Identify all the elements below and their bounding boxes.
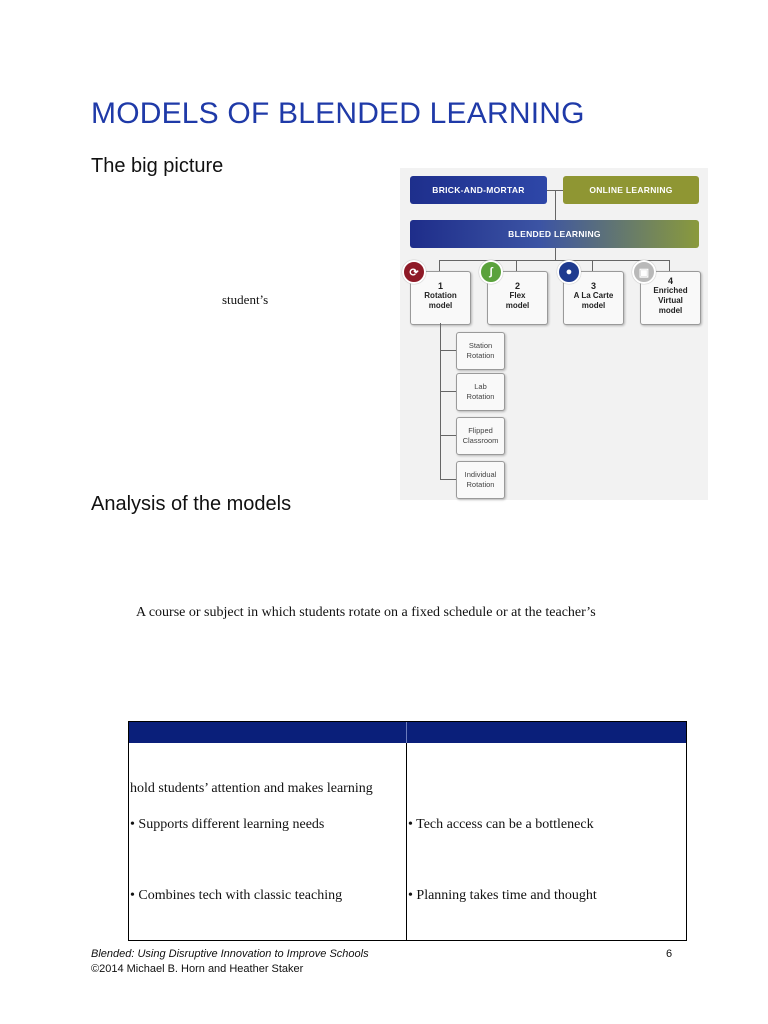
model-name: Rotation [424,291,457,300]
model-name: Enriched [653,286,688,295]
text-fragment: student’s [222,292,269,307]
model-number: 3 [590,281,596,291]
station-rotation-box [456,332,505,370]
column-divider [406,722,407,940]
cons-cell: • Tech access can be a bottleneck [408,817,594,832]
model-name: model [581,301,606,310]
model-number: 4 [667,276,673,286]
model-name: Flex [509,291,526,300]
individual-rotation-box [456,461,505,499]
connector-line [516,260,517,271]
footer-copyright: ©2014 Michael B. Horn and Heather Staker [91,963,304,975]
section-heading-big-picture: The big picture [91,155,224,177]
page-title: MODELS OF BLENDED LEARNING [91,97,585,130]
blended-learning-bar: BLENDED LEARNING [410,220,699,248]
person-icon: ● [557,260,581,284]
rotation-definition-text: A course or subject in which students rotate on a fixed schedule or at the teacher’s [136,605,596,620]
sub-label: Classroom [462,436,499,445]
connector-line [440,391,456,392]
layers-icon: ▣ [632,260,656,284]
pros-cons-table [128,721,687,941]
pros-cell: • Supports different learning needs [130,817,325,832]
model-number: 1 [437,281,443,291]
footer-book-title: Blended: Using Disruptive Innovation to Improve Schools [91,948,369,960]
connector-line [555,190,556,220]
header-divider [406,722,407,743]
brick-and-mortar-bar: BRICK-AND-MORTAR [410,176,547,204]
connector-line [440,435,456,436]
sub-label: Rotation [466,351,495,360]
rotation-arrows-icon: ⟳ [402,260,426,284]
sub-label: Lab [474,382,487,391]
connector-line [592,260,593,271]
sub-label: Individual [464,470,497,479]
table-header-row [129,722,686,743]
online-learning-bar: ONLINE LEARNING [563,176,699,204]
model-name: model [505,301,530,310]
model-number: 2 [514,281,520,291]
blended-learning-diagram [400,168,708,500]
cons-cell: • Planning takes time and thought [408,888,597,903]
section-heading-analysis: Analysis of the models [91,493,292,515]
model-name: model [658,306,683,315]
sub-label: Rotation [466,480,495,489]
flex-curve-icon: ∫ [479,260,503,284]
sub-label: Station [468,341,493,350]
page-number: 6 [666,948,673,960]
connector-line [439,260,440,271]
connector-line [439,260,670,261]
connector-line [555,248,556,260]
connector-line [440,479,456,480]
model-name: model [428,301,453,310]
connector-line [669,260,670,271]
connector-line [440,323,441,479]
connector-line [440,350,456,351]
sub-label: Flipped [468,426,493,435]
sub-label: Rotation [466,392,495,401]
pros-cell: • Combines tech with classic teaching [130,888,343,903]
lab-rotation-box [456,373,505,411]
model-name: Virtual [658,296,683,305]
flipped-classroom-box [456,417,505,455]
pros-cell: hold students’ attention and makes learning [130,781,373,796]
model-name: A La Carte [573,291,614,300]
